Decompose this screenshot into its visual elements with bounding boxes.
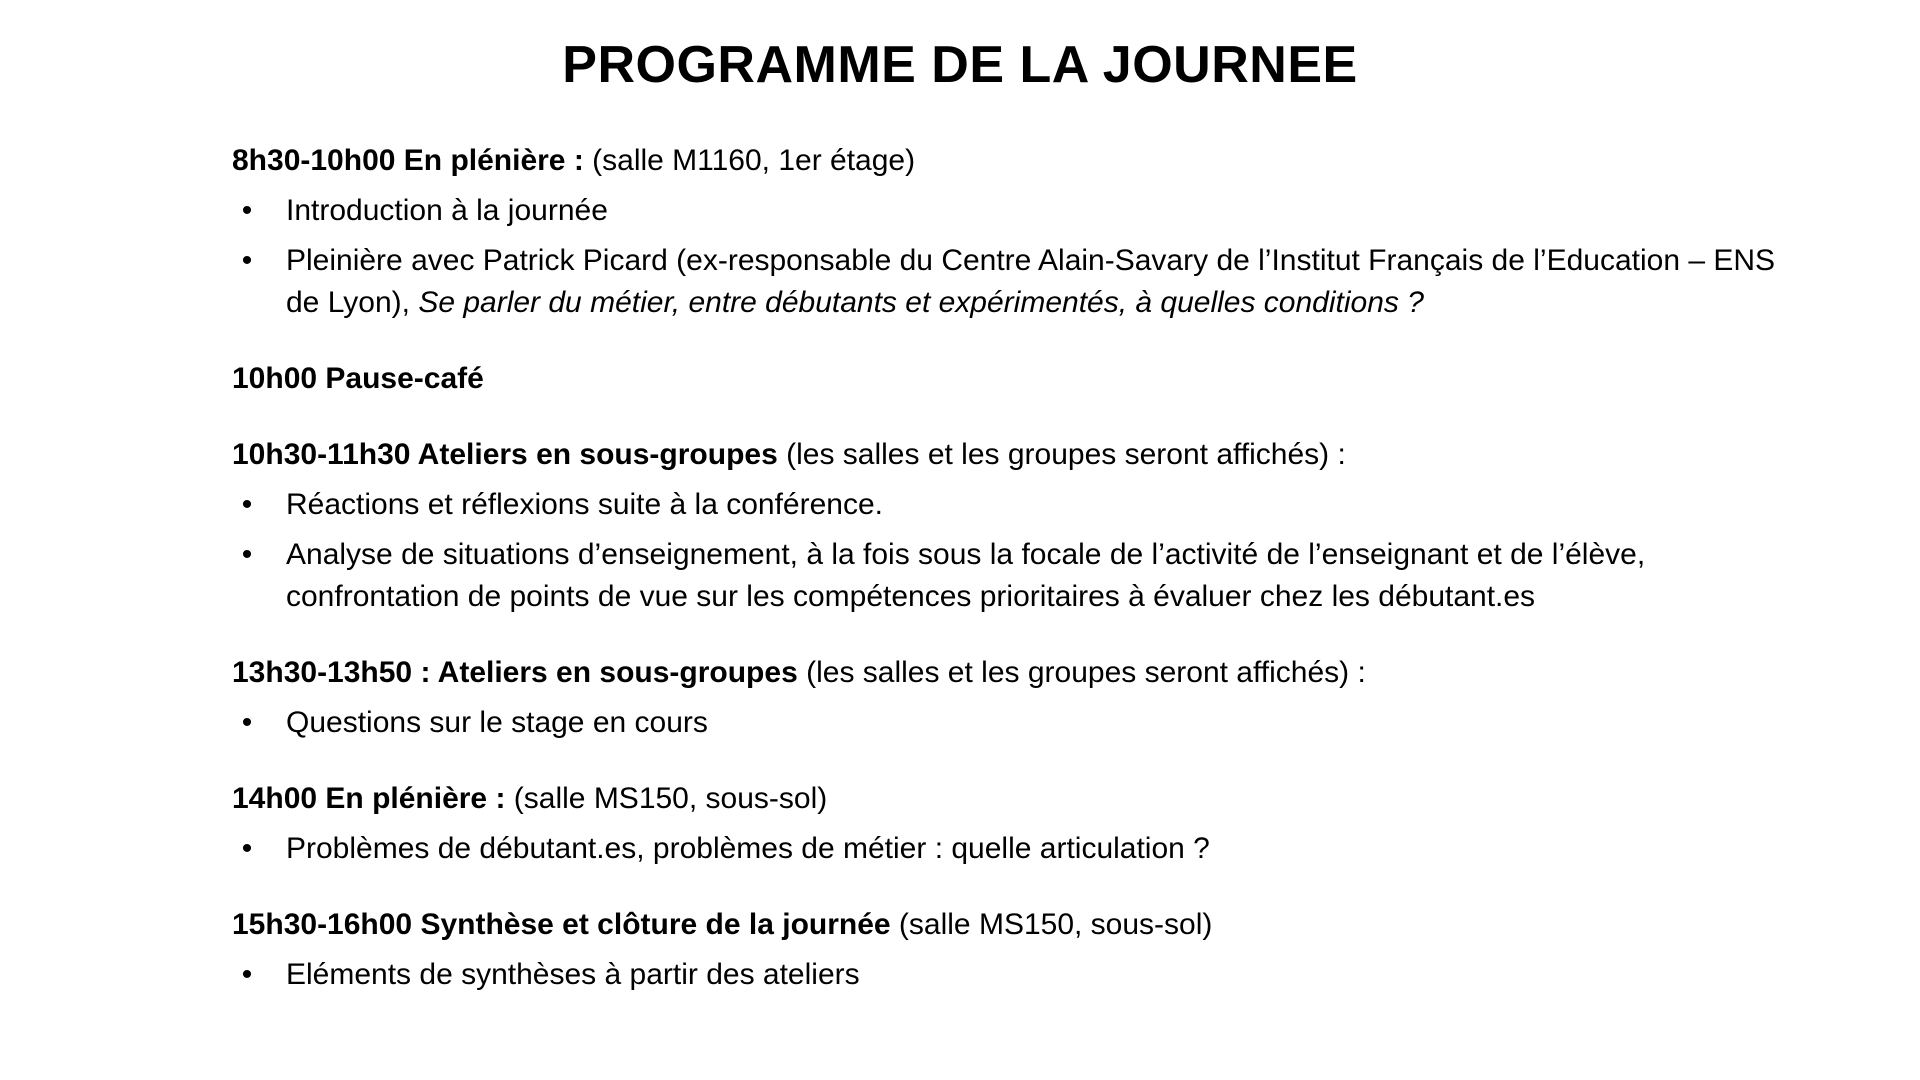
- list-item-text: Pleinière avec Patrick Picard (ex-responsable du Centre Alain-Savary de l’Institut Français de l’Education – ENS de Lyon),: [286, 244, 1776, 319]
- bullet-icon: •: [241, 194, 253, 227]
- list-item-italic-text: Se parler du métier, entre débutants et expérimentés, à quelles conditions ?: [418, 286, 1424, 319]
- list-item-text: Eléments de synthèses à partir des ateliers: [286, 958, 860, 991]
- section-details: (les salles et les groupes seront affichés) :: [797, 656, 1366, 689]
- bullet-icon: •: [241, 488, 253, 521]
- programme-content: [232, 140, 1792, 1030]
- section-time-title: 10h00 Pause-café: [232, 362, 484, 395]
- section-time-title: 13h30-13h50 : Ateliers en sous-groupes: [232, 656, 798, 689]
- section-time-title: 10h30-11h30 Ateliers en sous-groupes: [232, 438, 778, 471]
- bullet-icon: •: [241, 706, 253, 739]
- section-details: (salle M1160, 1er étage): [583, 144, 916, 177]
- section-details: (salle MS150, sous-sol): [890, 908, 1213, 941]
- list-item: [232, 702, 1792, 744]
- list-item: [232, 828, 1792, 870]
- section-items: [232, 702, 1792, 744]
- section-heading: [232, 358, 1792, 400]
- section-heading: [232, 140, 1792, 182]
- section-details: (les salles et les groupes seront affichés) :: [777, 438, 1346, 471]
- list-item: [232, 954, 1792, 996]
- programme-section: [232, 140, 1792, 324]
- section-heading: [232, 904, 1792, 946]
- bullet-icon: •: [241, 958, 253, 991]
- programme-section: [232, 434, 1792, 618]
- section-heading: [232, 434, 1792, 476]
- list-item-text: Introduction à la journée: [286, 194, 608, 227]
- section-heading: [232, 652, 1792, 694]
- list-item-text: Réactions et réflexions suite à la conférence.: [286, 488, 883, 521]
- section-time-title: 14h00 En plénière :: [232, 782, 506, 815]
- programme-section: [232, 652, 1792, 744]
- programme-section: [232, 904, 1792, 996]
- section-items: [232, 190, 1792, 324]
- section-time-title: 8h30-10h00 En plénière :: [232, 144, 584, 177]
- section-items: [232, 828, 1792, 870]
- list-item-text: Analyse de situations d’enseignement, à la fois sous la focale de l’activité de l’enseignant et de l’élève, confrontation de points de vue sur les compétences prioritaires à évaluer chez les débutant.es: [286, 538, 1646, 613]
- section-heading: [232, 778, 1792, 820]
- list-item: [232, 240, 1792, 324]
- list-item-text: Problèmes de débutant.es, problèmes de métier : quelle articulation ?: [286, 832, 1210, 865]
- section-details: (salle MS150, sous-sol): [505, 782, 828, 815]
- list-item: [232, 190, 1792, 232]
- bullet-icon: •: [241, 538, 253, 571]
- list-item: [232, 484, 1792, 526]
- bullet-icon: •: [241, 244, 253, 277]
- programme-section: [232, 358, 1792, 400]
- list-item: [232, 534, 1792, 618]
- section-items: [232, 954, 1792, 996]
- list-item-text: Questions sur le stage en cours: [286, 706, 708, 739]
- section-time-title: 15h30-16h00 Synthèse et clôture de la journée: [232, 908, 891, 941]
- programme-section: [232, 778, 1792, 870]
- bullet-icon: •: [241, 832, 253, 865]
- page-title: PROGRAMME DE LA JOURNEE: [562, 36, 1358, 94]
- section-items: [232, 484, 1792, 618]
